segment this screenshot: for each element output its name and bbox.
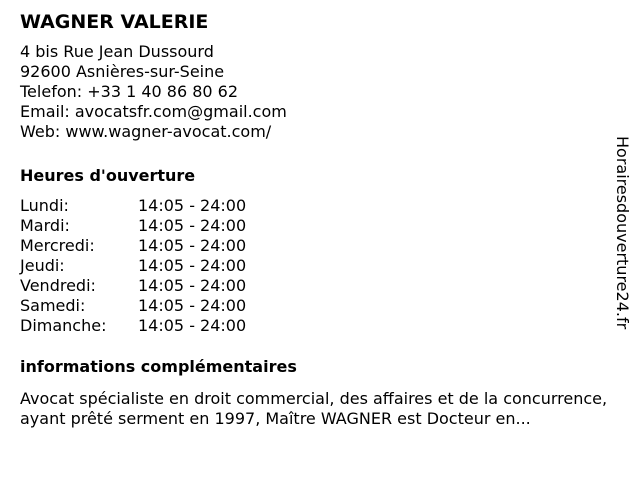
hours-row xyxy=(20,216,620,236)
hours-day: Jeudi: xyxy=(20,256,65,275)
hours-time: 14:05 - 24:00 xyxy=(138,316,247,335)
hours-time: 14:05 - 24:00 xyxy=(138,216,247,235)
hours-row xyxy=(20,316,620,336)
hours-time: 14:05 - 24:00 xyxy=(138,276,247,295)
hours-day: Dimanche: xyxy=(20,316,107,335)
contact-block xyxy=(20,42,620,142)
address-city: 92600 Asnières-sur-Seine xyxy=(20,62,225,81)
hours-row xyxy=(20,296,620,316)
hours-day: Samedi: xyxy=(20,296,86,315)
web-line: Web: www.wagner-avocat.com/ xyxy=(20,122,272,141)
hours-table xyxy=(20,196,620,336)
phone-line: Telefon: +33 1 40 86 80 62 xyxy=(20,82,239,101)
business-name: WAGNER VALERIE xyxy=(20,11,209,33)
hours-time: 14:05 - 24:00 xyxy=(138,256,247,275)
hours-time: 14:05 - 24:00 xyxy=(138,296,247,315)
address-street: 4 bis Rue Jean Dussourd xyxy=(20,42,214,61)
hours-time: 14:05 - 24:00 xyxy=(138,196,247,215)
site-brand-watermark: Horairesdouverture24.fr xyxy=(613,136,632,330)
hours-day: Vendredi: xyxy=(20,276,96,295)
email-line: Email: avocatsfr.com@gmail.com xyxy=(20,102,287,121)
info-description: Avocat spécialiste en droit commercial, des affaires et de la concurrence, ayant prêté serment en 1997, Maître WAGNER est Docteur en... xyxy=(20,389,608,428)
hours-day: Mercredi: xyxy=(20,236,95,255)
hours-row xyxy=(20,276,620,296)
hours-time: 14:05 - 24:00 xyxy=(138,236,247,255)
hours-title: Heures d'ouverture xyxy=(20,166,196,185)
hours-row xyxy=(20,196,620,216)
hours-row xyxy=(20,236,620,256)
business-card xyxy=(20,10,620,429)
info-title: informations complémentaires xyxy=(20,357,297,376)
hours-row xyxy=(20,256,620,276)
hours-day: Lundi: xyxy=(20,196,69,215)
hours-day: Mardi: xyxy=(20,216,70,235)
